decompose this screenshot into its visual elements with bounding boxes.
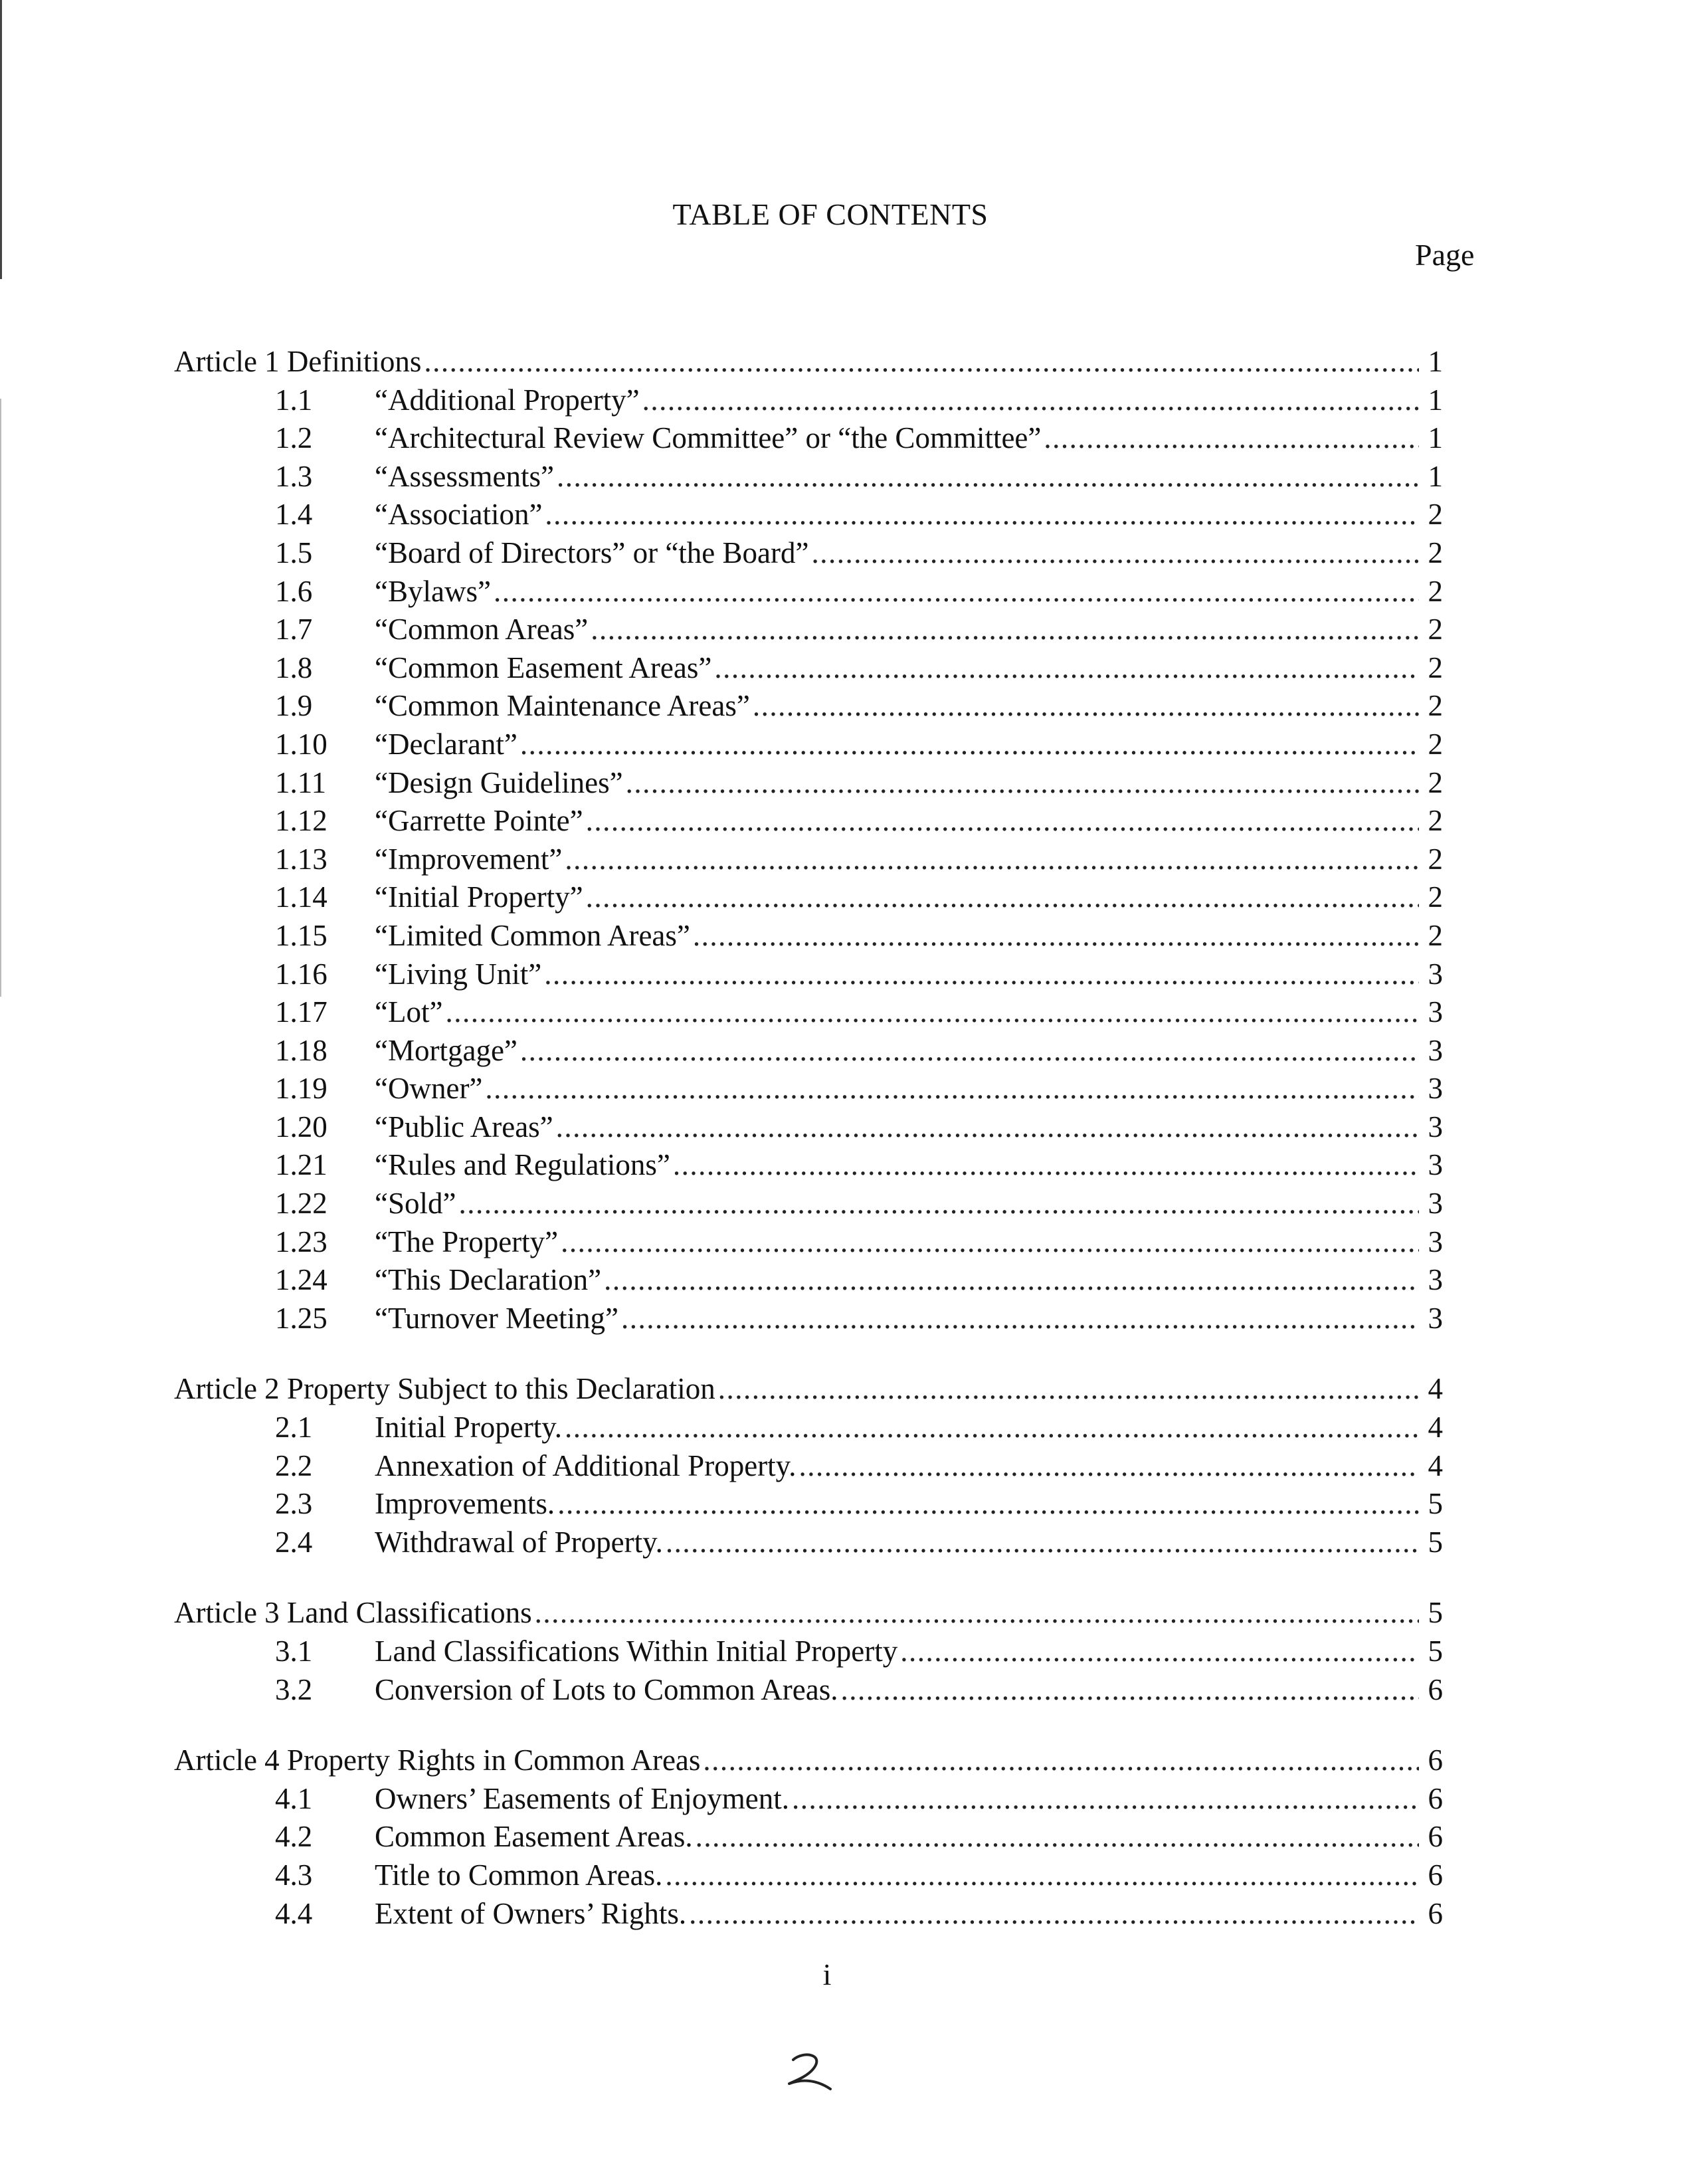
toc-section-label: Title to Common Areas. — [375, 1858, 663, 1892]
toc-article-row[interactable] — [174, 1370, 1443, 1409]
toc-section-label: “Additional Property” — [375, 383, 640, 417]
toc-section-number: 1.21 — [275, 1148, 328, 1182]
dot-leader — [900, 1633, 1419, 1671]
handwritten-page-mark — [784, 2046, 837, 2093]
toc-section-label: Initial Property. — [375, 1411, 563, 1444]
toc-section-number: 1.9 — [275, 689, 313, 723]
toc-section-number: 3.1 — [275, 1635, 313, 1668]
dot-leader — [642, 381, 1419, 420]
toc-section-label: “Architectural Review Committee” or “the Committee” — [375, 421, 1042, 455]
toc-section-number: 1.13 — [275, 842, 328, 876]
toc-page-number: 6 — [1428, 1672, 1443, 1706]
toc-page-number: 2 — [1428, 536, 1443, 569]
toc-section-number: 1.15 — [275, 918, 328, 952]
toc-section-label: “Common Maintenance Areas” — [375, 689, 750, 723]
toc-section-label: “Common Areas” — [375, 613, 589, 646]
toc-section-label: Common Easement Areas. — [375, 1820, 693, 1854]
toc-page-number: 4 — [1428, 1372, 1443, 1406]
toc-section-label: “The Property” — [375, 1225, 559, 1258]
toc-section-label: “Design Guidelines” — [375, 765, 623, 799]
toc-section-row[interactable] — [174, 687, 1443, 726]
toc-section-row[interactable] — [174, 1108, 1443, 1147]
toc-section-number: 1.1 — [275, 383, 313, 417]
toc-section-row[interactable] — [174, 534, 1443, 573]
toc-section-row[interactable] — [174, 955, 1443, 994]
toc-section-label: “Owner” — [375, 1072, 483, 1106]
toc-section-label: “Garrette Pointe” — [375, 804, 583, 838]
toc-section-label: “Assessments” — [375, 459, 554, 493]
toc-section-number: 1.7 — [275, 613, 313, 646]
toc-section-number: 4.1 — [275, 1781, 313, 1815]
toc-page-number: 2 — [1428, 880, 1443, 914]
toc-section-number: 1.4 — [275, 498, 313, 532]
toc-section-label: “Lot” — [375, 995, 443, 1029]
dot-leader — [718, 1370, 1419, 1409]
toc-section-label: Improvements. — [375, 1487, 555, 1521]
dot-leader — [485, 1070, 1419, 1108]
toc-section-label: “Sold” — [375, 1187, 456, 1221]
toc-section-row[interactable] — [174, 1671, 1443, 1710]
toc-section-row[interactable] — [174, 1780, 1443, 1819]
dot-leader — [556, 1108, 1419, 1147]
dot-leader — [586, 878, 1419, 917]
toc-page-number: 2 — [1428, 842, 1443, 876]
toc-section-label: Owners’ Easements of Enjoyment. — [375, 1781, 790, 1815]
toc-section-number: 1.18 — [275, 1033, 328, 1067]
toc-page-number: 1 — [1428, 421, 1443, 455]
toc-section-row[interactable] — [174, 802, 1443, 841]
dot-leader — [665, 1856, 1419, 1895]
dot-leader — [565, 841, 1419, 879]
toc-section-row[interactable] — [174, 1146, 1443, 1185]
toc-section-number: 2.4 — [275, 1525, 313, 1559]
toc-page-number: 3 — [1428, 1072, 1443, 1106]
toc-section-number: 1.2 — [275, 421, 313, 455]
dot-leader — [811, 534, 1419, 573]
scan-edge-mark — [0, 399, 1, 997]
toc-section-label: Withdrawal of Property. — [375, 1525, 663, 1559]
toc-section-number: 1.20 — [275, 1110, 328, 1143]
toc-section-number: 1.24 — [275, 1263, 328, 1297]
toc-article-label: Article 2 Property Subject to this Declaration — [174, 1372, 715, 1406]
table-of-contents — [174, 343, 1443, 1933]
toc-section-row[interactable] — [174, 1223, 1443, 1262]
dot-leader — [535, 1594, 1419, 1633]
toc-section-number: 4.2 — [275, 1820, 313, 1854]
dot-leader — [673, 1146, 1419, 1185]
page-column-label: Page — [1415, 238, 1475, 272]
dot-leader — [494, 573, 1419, 611]
toc-section-number: 1.23 — [275, 1225, 328, 1258]
section-gap — [174, 1561, 1443, 1594]
toc-section-label: “Initial Property” — [375, 880, 583, 914]
toc-page-number: 3 — [1428, 1148, 1443, 1182]
toc-section-number: 1.11 — [275, 765, 327, 799]
toc-section-number: 1.22 — [275, 1187, 328, 1221]
toc-section-label: Conversion of Lots to Common Areas. — [375, 1672, 838, 1706]
toc-section-number: 1.17 — [275, 995, 328, 1029]
toc-section-number: 1.10 — [275, 727, 328, 761]
toc-page-number: 3 — [1428, 1225, 1443, 1258]
dot-leader — [458, 1185, 1419, 1223]
toc-title: TABLE OF CONTENTS — [672, 197, 988, 231]
toc-section-label: “This Declaration” — [375, 1263, 602, 1297]
toc-section-row[interactable] — [174, 496, 1443, 534]
toc-section-label: Land Classifications Within Initial Property — [375, 1635, 898, 1668]
dot-leader — [591, 611, 1419, 649]
toc-section-row[interactable] — [174, 1524, 1443, 1562]
toc-section-number: 1.12 — [275, 804, 328, 838]
toc-page-number: 2 — [1428, 804, 1443, 838]
toc-article-label: Article 3 Land Classifications — [174, 1596, 532, 1630]
toc-section-label: “Common Easement Areas” — [375, 650, 712, 684]
toc-page-number: 6 — [1428, 1820, 1443, 1854]
dot-leader — [703, 1741, 1419, 1780]
toc-article-row[interactable] — [174, 1594, 1443, 1633]
toc-section-number: 4.4 — [275, 1896, 313, 1930]
toc-section-row[interactable] — [174, 1856, 1443, 1895]
toc-section-label: “Board of Directors” or “the Board” — [375, 536, 809, 569]
dot-leader — [626, 764, 1419, 803]
toc-page-number: 3 — [1428, 1263, 1443, 1297]
toc-page-number: 2 — [1428, 613, 1443, 646]
toc-section-number: 2.2 — [275, 1448, 313, 1482]
dot-leader — [520, 726, 1419, 764]
toc-section-row[interactable] — [174, 649, 1443, 688]
toc-page-number: 3 — [1428, 1301, 1443, 1335]
toc-section-label: “Association” — [375, 498, 543, 532]
dot-leader — [565, 1409, 1419, 1447]
dot-leader — [520, 1032, 1419, 1070]
toc-section-label: “Bylaws” — [375, 574, 491, 608]
toc-page-number: 1 — [1428, 459, 1443, 493]
toc-page-number: 3 — [1428, 1187, 1443, 1221]
dot-leader — [693, 917, 1419, 955]
toc-section-row[interactable] — [174, 841, 1443, 879]
section-gap — [174, 1338, 1443, 1370]
toc-section-row[interactable] — [174, 993, 1443, 1032]
dot-leader — [714, 649, 1419, 688]
toc-section-row[interactable] — [174, 611, 1443, 649]
dot-leader — [798, 1447, 1419, 1486]
toc-section-label: “Turnover Meeting” — [375, 1301, 619, 1335]
toc-article-row[interactable] — [174, 1741, 1443, 1780]
toc-section-label: Extent of Owners’ Rights. — [375, 1896, 687, 1930]
toc-section-label: “Rules and Regulations” — [375, 1148, 670, 1182]
toc-section-row[interactable] — [174, 458, 1443, 496]
toc-page-number: 6 — [1428, 1743, 1443, 1777]
toc-section-number: 3.2 — [275, 1672, 313, 1706]
toc-page-number: 3 — [1428, 957, 1443, 991]
toc-section-number: 1.3 — [275, 459, 313, 493]
toc-section-number: 1.6 — [275, 574, 313, 608]
scan-edge-mark — [0, 0, 2, 279]
toc-page-number: 6 — [1428, 1858, 1443, 1892]
toc-section-row[interactable] — [174, 726, 1443, 764]
toc-page-number: 2 — [1428, 498, 1443, 532]
toc-article-label: Article 4 Property Rights in Common Areas — [174, 1743, 701, 1777]
dot-leader — [792, 1780, 1419, 1819]
toc-section-row[interactable] — [174, 1261, 1443, 1300]
dot-leader — [557, 458, 1419, 496]
footer-page-number: i — [822, 1957, 832, 1991]
dot-leader — [621, 1300, 1419, 1338]
toc-page-number: 2 — [1428, 918, 1443, 952]
toc-section-row[interactable] — [174, 1032, 1443, 1070]
toc-page-number: 3 — [1428, 995, 1443, 1029]
toc-page-number: 2 — [1428, 765, 1443, 799]
dot-leader — [840, 1671, 1419, 1710]
dot-leader — [604, 1261, 1419, 1300]
toc-section-number: 1.16 — [275, 957, 328, 991]
toc-section-row[interactable] — [174, 1300, 1443, 1338]
toc-section-label: “Limited Common Areas” — [375, 918, 690, 952]
toc-page-number: 4 — [1428, 1411, 1443, 1444]
toc-section-row[interactable] — [174, 764, 1443, 803]
toc-section-number: 1.19 — [275, 1072, 328, 1106]
toc-page-number: 6 — [1428, 1896, 1443, 1930]
toc-page-number: 5 — [1428, 1525, 1443, 1559]
toc-page-number: 2 — [1428, 727, 1443, 761]
toc-page-number: 5 — [1428, 1487, 1443, 1521]
toc-section-label: “Public Areas” — [375, 1110, 553, 1143]
dot-leader — [557, 1485, 1419, 1524]
toc-page-number: 4 — [1428, 1448, 1443, 1482]
toc-section-row[interactable] — [174, 917, 1443, 955]
toc-section-number: 1.8 — [275, 650, 313, 684]
toc-section-number: 2.3 — [275, 1487, 313, 1521]
toc-section-row[interactable] — [174, 419, 1443, 458]
toc-section-number: 2.1 — [275, 1411, 313, 1444]
toc-section-label: “Mortgage” — [375, 1033, 517, 1067]
toc-page-number: 1 — [1428, 383, 1443, 417]
toc-section-label: “Declarant” — [375, 727, 517, 761]
dot-leader — [445, 993, 1419, 1032]
toc-section-row[interactable] — [174, 1818, 1443, 1856]
toc-page-number: 5 — [1428, 1596, 1443, 1630]
toc-page-number: 2 — [1428, 689, 1443, 723]
toc-section-row[interactable] — [174, 878, 1443, 917]
toc-section-row[interactable] — [174, 1633, 1443, 1671]
toc-page-number: 6 — [1428, 1781, 1443, 1815]
toc-section-row[interactable] — [174, 1185, 1443, 1223]
toc-page-number: 5 — [1428, 1635, 1443, 1668]
toc-page-number: 3 — [1428, 1110, 1443, 1143]
toc-section-row[interactable] — [174, 381, 1443, 420]
toc-section-label: “Living Unit” — [375, 957, 542, 991]
toc-article-row[interactable] — [174, 343, 1443, 381]
toc-section-row[interactable] — [174, 1485, 1443, 1524]
toc-page-number: 1 — [1428, 345, 1443, 378]
toc-page-number: 2 — [1428, 650, 1443, 684]
toc-section-label: “Improvement” — [375, 842, 563, 876]
toc-section-row[interactable] — [174, 1409, 1443, 1447]
dot-leader — [545, 496, 1419, 534]
toc-article-label: Article 1 Definitions — [174, 345, 422, 378]
dot-leader — [424, 343, 1419, 381]
toc-page-number: 3 — [1428, 1033, 1443, 1067]
toc-section-number: 4.3 — [275, 1858, 313, 1892]
toc-section-row[interactable] — [174, 1447, 1443, 1486]
dot-leader — [544, 955, 1419, 994]
dot-leader — [1044, 419, 1419, 458]
toc-section-row[interactable] — [174, 1070, 1443, 1108]
toc-section-number: 1.5 — [275, 536, 313, 569]
toc-page-number: 2 — [1428, 574, 1443, 608]
toc-section-label: Annexation of Additional Property. — [375, 1448, 797, 1482]
section-gap — [174, 1709, 1443, 1741]
dot-leader — [689, 1895, 1419, 1934]
toc-section-number: 1.14 — [275, 880, 328, 914]
toc-section-number: 1.25 — [275, 1301, 328, 1335]
dot-leader — [586, 802, 1419, 841]
dot-leader — [696, 1818, 1419, 1856]
dot-leader — [666, 1524, 1419, 1562]
toc-section-row[interactable] — [174, 573, 1443, 611]
dot-leader — [561, 1223, 1419, 1262]
toc-section-row[interactable] — [174, 1895, 1443, 1934]
dot-leader — [753, 687, 1419, 726]
